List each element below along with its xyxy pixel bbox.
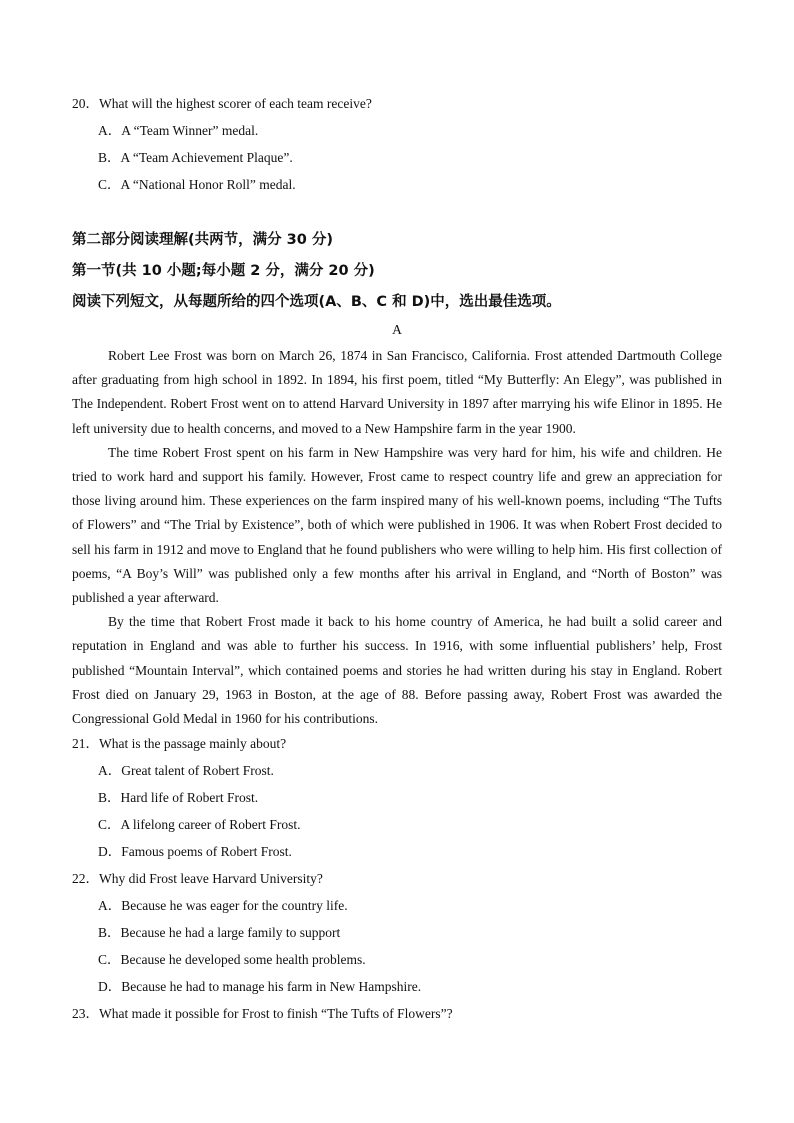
question-20	[72, 94, 722, 202]
passage-title: A	[392, 322, 402, 337]
question-21-option-a: A．Great talent of Robert Frost.	[98, 763, 274, 778]
question-20-option-a: A．A “Team Winner” medal.	[98, 123, 259, 138]
section-subsection-title: 第一节(共 10 小题;每小题 2 分，满分 20 分)	[72, 263, 375, 279]
question-20-option-c: C．A “National Honor Roll” medal.	[98, 177, 296, 192]
question-22	[72, 869, 722, 997]
question-22-option-c: C．Because he developed some health problems.	[98, 952, 366, 967]
question-23-stem: 23．What made it possible for Frost to finish “The Tufts of Flowers”?	[72, 1006, 453, 1021]
passage-a	[72, 320, 722, 731]
question-21-option-d: D．Famous poems of Robert Frost.	[98, 844, 292, 859]
passage-paragraph-1: Robert Lee Frost was born on March 26, 1874 in San Francisco, California. Frost attended Dartmouth College after graduating from high school in 1892. In 1894, his first poem, titled “My Butterfly: An Elegy”, was published in The Independent. Robert Frost went on to attend Harvard University in 1897 after marrying his wife Elinor in 1895. He left university due to health concerns, and moved to a New Hampshire farm in the year 1900.	[72, 348, 722, 436]
question-21-option-c: C．A lifelong career of Robert Frost.	[98, 817, 301, 832]
question-list	[72, 734, 722, 1031]
question-21	[72, 734, 722, 862]
section-instruction: 阅读下列短文，从每题所给的四个选项(A、B、C 和 D)中，选出最佳选项。	[72, 294, 561, 310]
question-21-stem: 21．What is the passage mainly about?	[72, 736, 287, 751]
question-20-option-b: B．A “Team Achievement Plaque”.	[98, 150, 293, 165]
question-22-option-d: D．Because he had to manage his farm in New Hampshire.	[98, 979, 422, 994]
question-20-stem: 20．What will the highest scorer of each team receive?	[72, 96, 372, 111]
question-22-option-a: A．Because he was eager for the country life.	[98, 898, 348, 913]
passage-paragraph-2: The time Robert Frost spent on his farm in New Hampshire was very hard for him, his wife and children. He tried to work hard and support his family. However, Frost came to respect country life and grew an appreciation for those living around him. These experiences on the farm inspired many of his well-known poems, including “The Tufts of Flowers” and “The Trial by Existence”, both of which were published in 1906. It was when Robert Frost decided to sell his farm in 1912 and move to England that he found publishers who were willing to help him. His first collection of poems, “A Boy’s Will” was published only a few months after his arrival in England, and “North of Boston” was published a year afterward.	[72, 444, 722, 606]
question-22-stem: 22．Why did Frost leave Harvard University?	[72, 871, 323, 886]
passage-paragraph-3: By the time that Robert Frost made it back to his home country of America, he had built a solid career and reputation in England and was able to further his success. In 1916, with some influential publishers’ help, Frost published “Mountain Interval”, which contained poems and stories he had written during his stay in England. Robert Frost died on January 29, 1963 in Boston, at the age of 88. Before passing away, Robert Frost was awarded the Congressional Gold Medal in 1960 for his contributions.	[72, 614, 722, 727]
section-part-title: 第二部分阅读理解(共两节，满分 30 分)	[72, 232, 334, 248]
question-22-option-b: B．Because he had a large family to support	[98, 925, 341, 940]
question-23	[72, 1004, 722, 1024]
section-header	[72, 229, 722, 322]
question-21-option-b: B．Hard life of Robert Frost.	[98, 790, 259, 805]
